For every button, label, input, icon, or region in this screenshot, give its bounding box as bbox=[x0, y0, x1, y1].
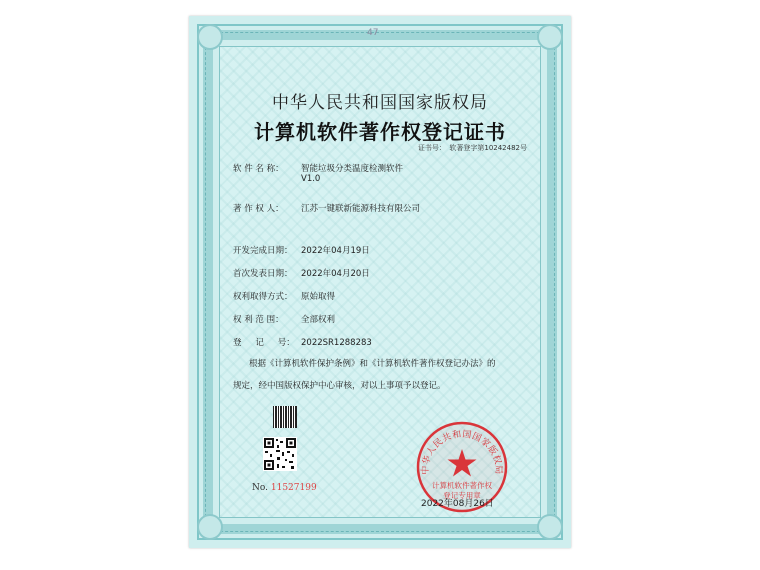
certificate-page bbox=[189, 16, 571, 548]
barcode-image bbox=[273, 406, 297, 428]
field-label: 登 记 号： bbox=[233, 338, 295, 348]
field-label: 著 作 权 人： bbox=[233, 204, 284, 214]
field-registration-number bbox=[233, 336, 372, 348]
seal-center-line-1: 计算机软件著作权 bbox=[432, 481, 492, 490]
field-value: 2022SR1288283 bbox=[301, 338, 372, 348]
field-value: 智能垃圾分类温度检测软件 bbox=[301, 164, 404, 174]
certificate-number: 证书号： 软著登字第10242482号 bbox=[417, 144, 527, 152]
seal-ring-text: 中华人民共和国国家版权局 bbox=[420, 429, 504, 475]
serial-label: No. bbox=[252, 483, 268, 493]
field-label: 首次发表日期： bbox=[233, 269, 293, 279]
certificate-title: 计算机软件著作权登记证书 bbox=[254, 120, 506, 144]
corner-ornament bbox=[537, 514, 563, 540]
seal-center-line-2: 登记专用章 bbox=[443, 491, 481, 500]
qr-code bbox=[263, 437, 297, 471]
field-publication-date bbox=[233, 267, 370, 279]
field-value: V1.0 bbox=[301, 174, 321, 184]
field-completion-date bbox=[233, 244, 370, 256]
field-label: 软 件 名 称： bbox=[233, 164, 284, 174]
field-value: 江苏一键联新能源科技有限公司 bbox=[301, 204, 421, 214]
statement-line-2: 规定，经中国版权保护中心审核，对以上事项予以登记。 bbox=[233, 381, 446, 391]
field-value: 2022年04月20日 bbox=[301, 269, 370, 279]
field-value: 2022年04月19日 bbox=[301, 246, 370, 256]
issue-date: 2022年08月26日 bbox=[421, 499, 494, 509]
field-label: 开发完成日期： bbox=[233, 246, 293, 256]
issuing-agency: 中华人民共和国国家版权局 bbox=[272, 93, 488, 113]
corner-ornament bbox=[197, 24, 223, 50]
field-software-name bbox=[233, 162, 403, 174]
serial-number bbox=[252, 483, 317, 493]
field-rights-scope bbox=[233, 313, 335, 325]
corner-ornament bbox=[197, 514, 223, 540]
statement-line-1: 根据《计算机软件保护条例》和《计算机软件著作权登记办法》的 bbox=[249, 359, 496, 369]
field-value: 原始取得 bbox=[301, 292, 336, 302]
serial-value: 11527199 bbox=[270, 483, 317, 493]
corner-ornament bbox=[537, 24, 563, 50]
handwritten-mark: 47 bbox=[367, 28, 379, 38]
field-software-version bbox=[233, 174, 320, 184]
field-value: 全部权利 bbox=[301, 315, 336, 325]
field-label: 权 利 范 围： bbox=[233, 315, 284, 325]
field-copyright-owner bbox=[233, 202, 420, 214]
field-label: 权利取得方式： bbox=[233, 292, 293, 302]
field-acquisition-method bbox=[233, 290, 335, 302]
